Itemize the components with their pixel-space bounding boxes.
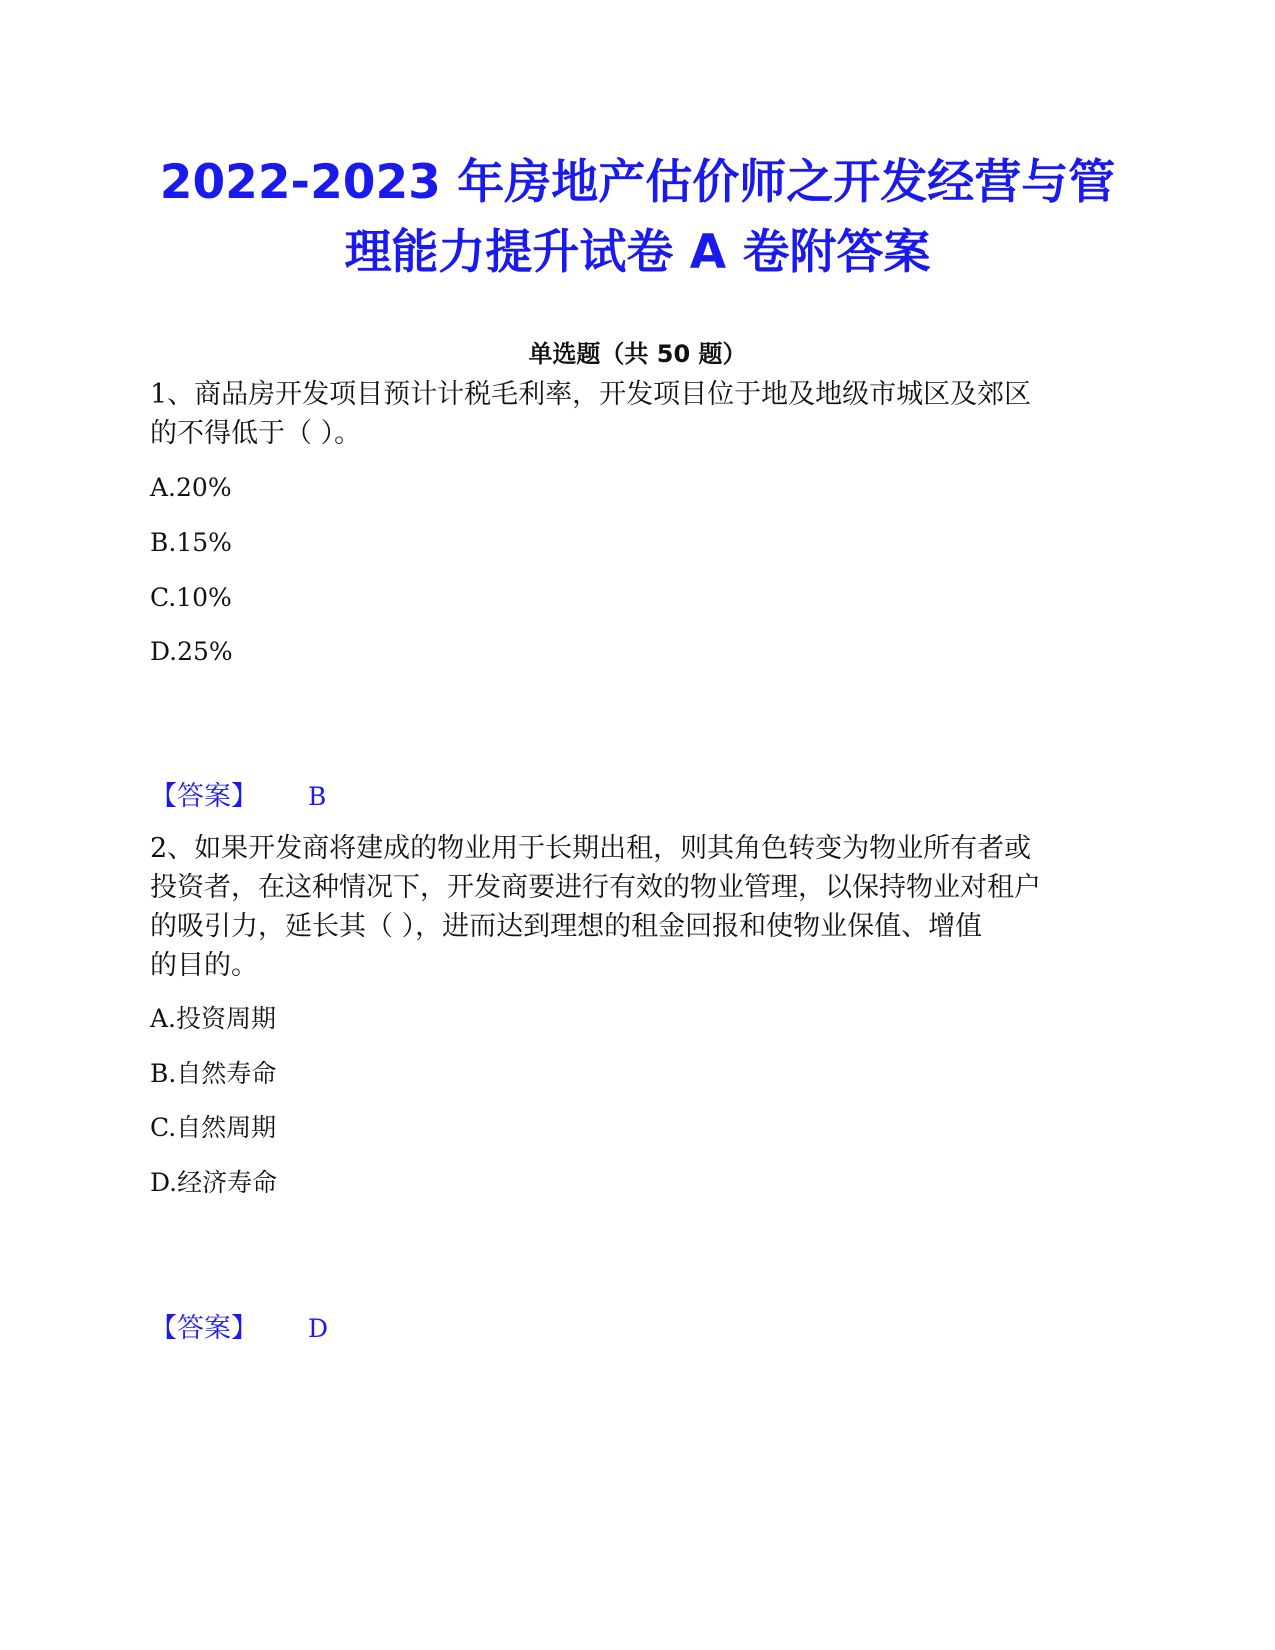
document-title-line1: 2022-2023 年房地产估价师之开发经营与管 bbox=[159, 155, 1116, 210]
question-stem-line: 1、商品房开发项目预计计税毛利率，开发项目位于地及地级市城区及郊区 bbox=[150, 379, 1032, 410]
option-c: C.自然周期 bbox=[150, 1113, 277, 1142]
question-stem-line: 的吸引力，延长其（ ），进而达到理想的租金回报和使物业保值、增值 bbox=[150, 911, 983, 942]
answer-label: 【答案】 bbox=[150, 781, 258, 812]
option-a: A.20% bbox=[150, 473, 232, 502]
answer-line bbox=[150, 1309, 329, 1349]
document-title-line2: 理能力提升试卷 A 卷附答案 bbox=[344, 225, 931, 280]
option-b: B.自然寿命 bbox=[150, 1059, 277, 1088]
option-d: D.25% bbox=[150, 637, 233, 666]
question-stem-line: 2、如果开发商将建成的物业用于长期出租，则其角色转变为物业所有者或 bbox=[150, 833, 1032, 864]
answer-line bbox=[150, 777, 327, 817]
option-d: D.经济寿命 bbox=[150, 1168, 278, 1197]
question-stem-line: 的不得低于（ ）。 bbox=[150, 418, 362, 449]
question-stem-line: 的目的。 bbox=[150, 950, 258, 981]
option-a: A.投资周期 bbox=[150, 1004, 277, 1033]
section-heading: 单选题（共 50 题） bbox=[528, 340, 747, 368]
answer-value: D bbox=[308, 1314, 329, 1343]
answer-label: 【答案】 bbox=[150, 1313, 258, 1344]
option-b: B.15% bbox=[150, 528, 232, 557]
option-c: C.10% bbox=[150, 583, 232, 612]
answer-value: B bbox=[308, 782, 327, 811]
question-stem-line: 投资者，在这种情况下，开发商要进行有效的物业管理，以保持物业对租户 bbox=[150, 872, 1041, 903]
